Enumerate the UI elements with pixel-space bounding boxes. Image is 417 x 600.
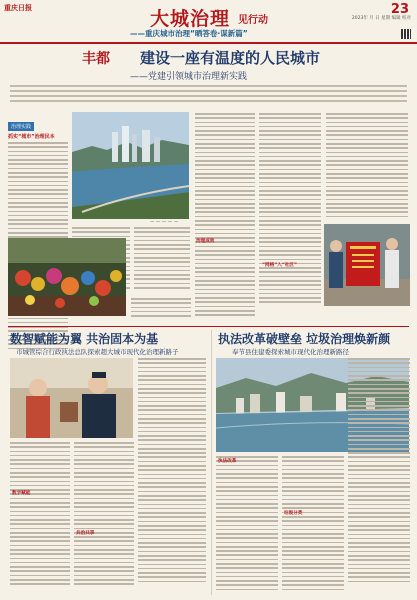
edition-meta: 2023年 月 日 星期 编辑 校对	[351, 16, 411, 21]
article-text-block	[282, 456, 344, 594]
subsection-label: 垃圾分类	[284, 511, 303, 516]
section-right-subtitle: 奉节县住建委探索城市现代化治理新路径	[232, 348, 349, 356]
subsection-label: “网格”入“社区”	[262, 263, 298, 268]
subsection-label: 执法改革	[218, 459, 237, 464]
section-right-title: 执法改革破壁垒 垃圾治理焕新颜	[218, 332, 391, 346]
community-event-photo	[8, 238, 126, 316]
page-number: 23	[390, 2, 409, 17]
lead-headline: 建设一座有温度的人民城市	[140, 49, 321, 67]
section-subtitle: 见行动	[238, 15, 268, 26]
subsection-label: 治理成效	[196, 239, 215, 244]
qr-code-icon	[401, 29, 411, 39]
article-text-block	[348, 358, 410, 594]
article-text-block	[259, 113, 321, 308]
article-text-block	[131, 298, 191, 323]
section-title: 大城治理	[150, 8, 231, 30]
city-aerial-photo	[72, 112, 189, 219]
subsection-label: 数字赋能	[12, 491, 31, 496]
article-text-block	[195, 113, 255, 323]
column-tag: 治理实践	[8, 122, 34, 131]
section-slogan: ——重庆城市治理“晒答卷·谋新篇”	[130, 29, 248, 38]
column-divider	[211, 330, 212, 595]
article-text-block	[134, 227, 190, 293]
lead-subhead: ——党建引领城市治理新实践	[130, 72, 248, 82]
page-header	[0, 0, 417, 44]
photo-caption: — — — — —	[150, 220, 179, 225]
lead-intro-text	[10, 85, 407, 107]
article-text-block	[10, 442, 70, 592]
lead-kicker: 丰都	[82, 51, 110, 67]
subsection-label: 共治共享	[76, 531, 95, 536]
article-text-block	[326, 113, 408, 223]
section-divider	[8, 326, 409, 327]
column-minihead: 抓实“城市”治理民本	[8, 134, 55, 140]
banner-presentation-photo	[324, 224, 410, 306]
section-left-title: 数智赋能为翼 共治固本为基	[10, 332, 159, 346]
article-text-block	[138, 358, 206, 593]
article-text-block	[74, 442, 134, 592]
section-left-subtitle: 市城管综合行政执法总队探索超大城市现代化治理新路子	[16, 348, 179, 356]
article-text-block	[216, 456, 278, 594]
newspaper-logo: 重庆日报	[4, 4, 32, 12]
officer-street-photo	[10, 358, 133, 438]
